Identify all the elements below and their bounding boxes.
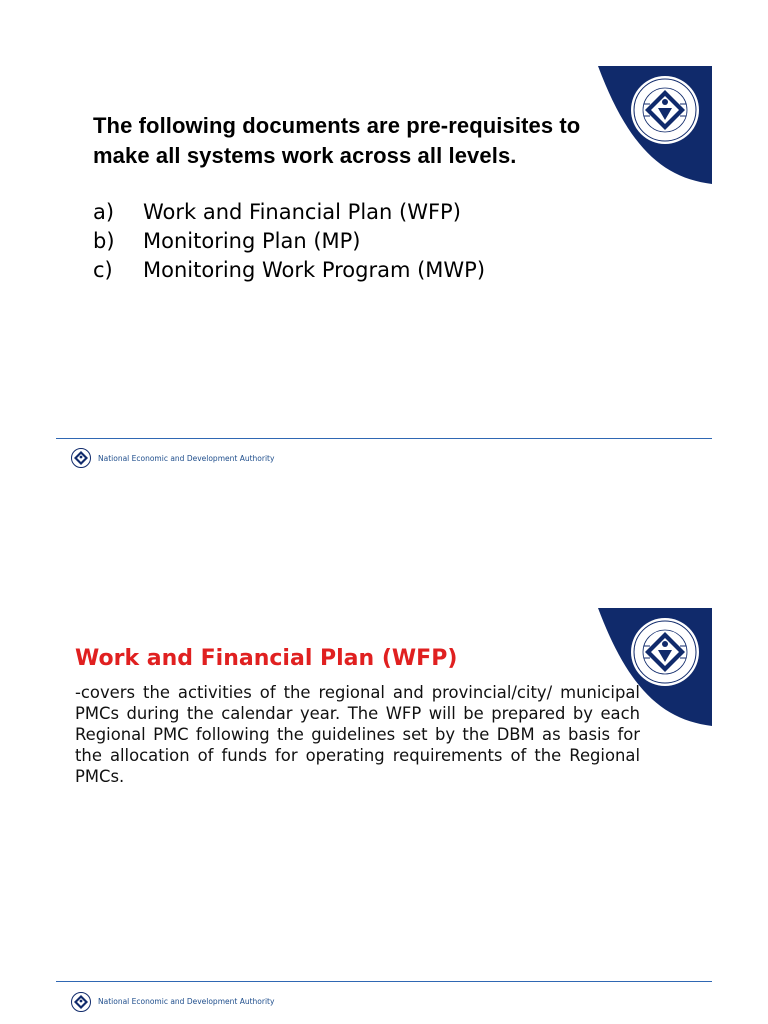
- wfp-description: -covers the activities of the regional and provincial/city/ municipal PMCs during the calendar year. The WFP will be prepared by each Regional PMC following the guidelines set by the DBM as basis for the allocation of funds for operating requirements of the Regional PMCs.: [75, 683, 640, 786]
- footer-divider: [56, 438, 712, 439]
- neda-seal-small-icon: [71, 448, 91, 468]
- list-marker: c): [93, 258, 113, 282]
- list-item-text: Monitoring Plan (MP): [143, 229, 361, 253]
- list-item-text: Work and Financial Plan (WFP): [143, 200, 461, 224]
- slide-heading: The following documents are pre-requisites to make all systems work across all levels.: [93, 113, 581, 168]
- list-item-text: Monitoring Work Program (MWP): [143, 258, 486, 282]
- neda-seal-small-icon: [71, 992, 91, 1012]
- footer-divider: [56, 981, 712, 982]
- list-item: [93, 256, 485, 285]
- footer-organization: National Economic and Development Authority: [98, 454, 275, 463]
- list-marker: a): [93, 200, 115, 224]
- list-item: [93, 198, 485, 227]
- list-marker: b): [93, 229, 115, 253]
- prerequisite-list: [93, 198, 485, 285]
- slide-2: [0, 512, 768, 1024]
- footer-organization: National Economic and Development Authority: [98, 997, 275, 1006]
- slide-heading: Work and Financial Plan (WFP): [75, 646, 458, 671]
- list-item: [93, 227, 485, 256]
